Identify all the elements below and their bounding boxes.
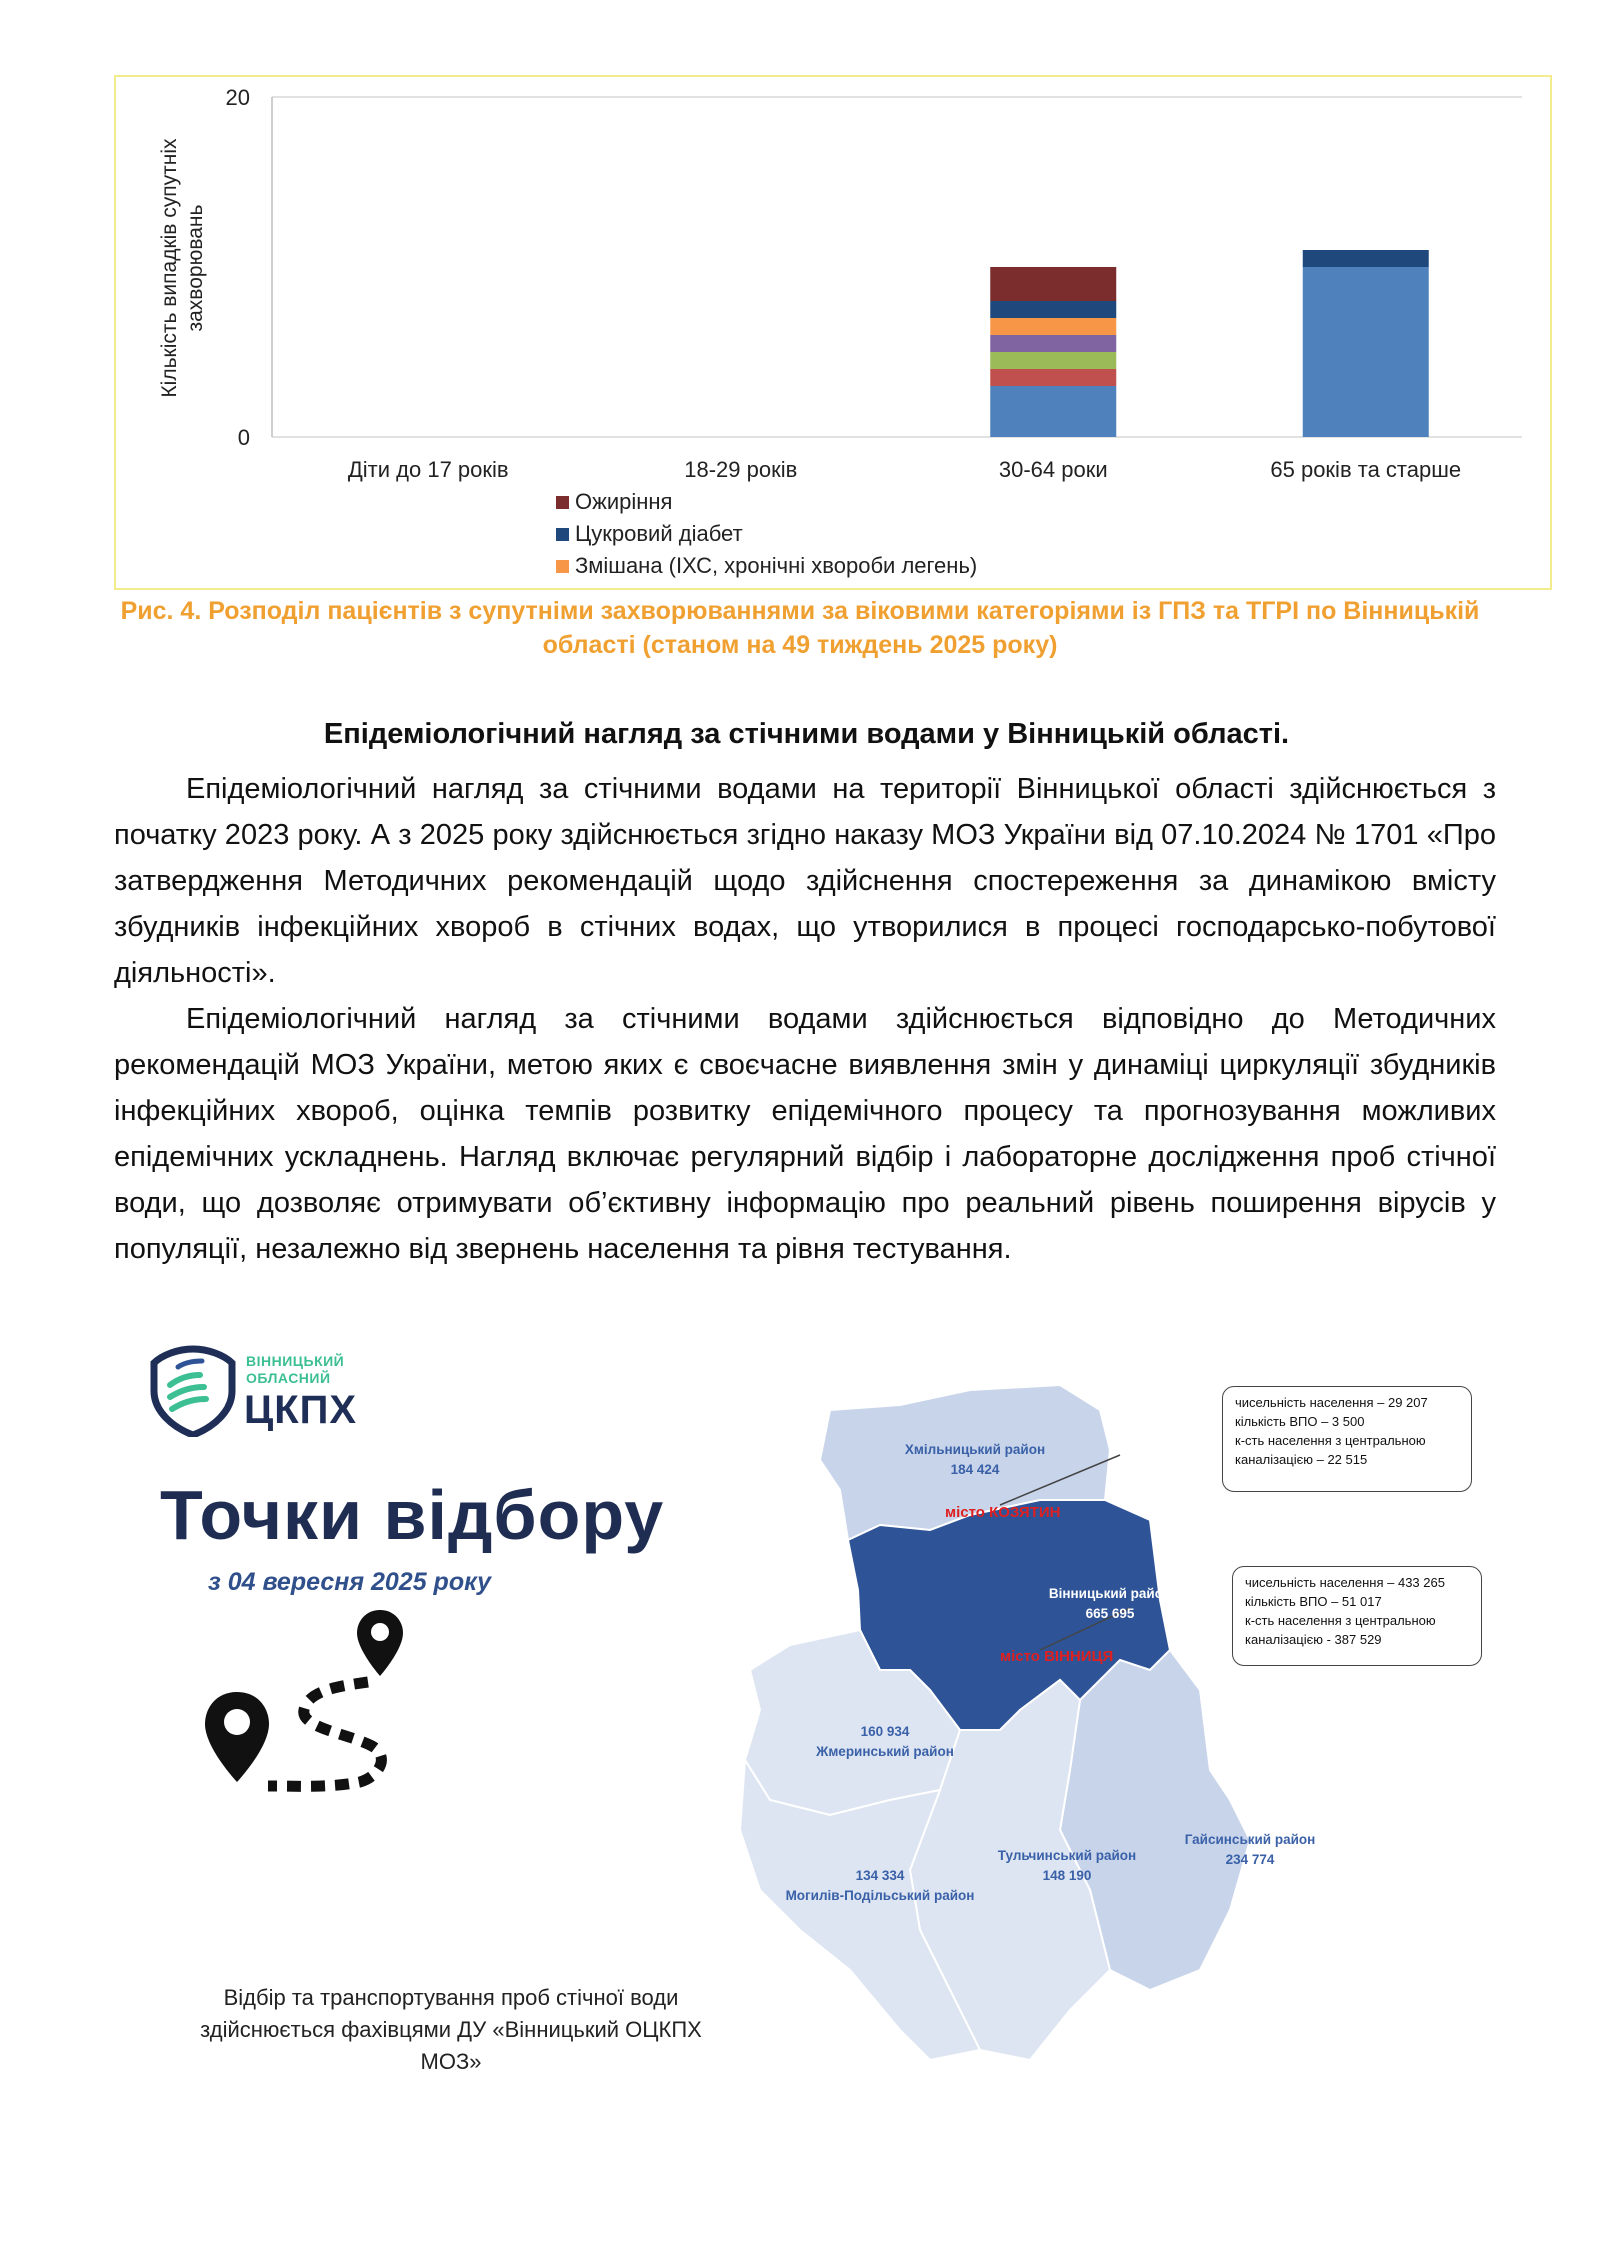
legend-item (556, 518, 977, 550)
figure-caption: Рис. 4. Розподіл пацієнтів з супутніми захворюваннями за віковими категоріями із ГПЗ та ТГРІ по Вінницькій області (станом на 49 тиждень 2025 року) (120, 597, 1480, 659)
x-tick-label: Діти до 17 років (347, 457, 509, 482)
x-tick-label: 18-29 років (684, 457, 798, 482)
city-label-vinnytsia: місто ВІННИЦЯ (1000, 1648, 1114, 1665)
legend-label: Цукровий діабет (575, 521, 743, 546)
paragraph: Епідеміологічний нагляд за стічними водами на території Вінницької області здійснюється з початку 2023 року. А з 2025 року здійснюється згідно наказу МОЗ України від 07.10.2024 № 1701 «Про затвердження Методичних рекомендацій щодо здійснення спостереження за динамікою вмісту збудників інфекційних хвороб в стічних водах, що утворилися в процесі господарсько-побутової діяльності». (114, 773, 1496, 989)
x-tick-label: 65 років та старше (1270, 457, 1462, 482)
shield-icon (148, 1345, 238, 1437)
region-label-tulchyn: Тульчинський район 148 190 (997, 1848, 1137, 1883)
region-label-vinnytsia: Вінницький район 665 695 (1048, 1586, 1172, 1621)
legend-label: Ожиріння (575, 489, 673, 514)
y-tick-label: 0 (237, 425, 250, 450)
city-label-kozyatyn: місто КОЗЯТИН (945, 1504, 1061, 1521)
region-label-zhmerynka: 160 934 Жмеринський район (816, 1724, 954, 1759)
bar-segment (990, 335, 1116, 352)
y-axis-title: Кількість випадків супутніх захворювань (158, 138, 207, 398)
legend-swatch (556, 560, 569, 573)
bar-segment (990, 352, 1116, 369)
legend-swatch (556, 496, 569, 509)
legend-swatch (556, 528, 569, 541)
section-heading: Епідеміологічний нагляд за стічними водами у Вінницькій області. (323, 718, 1290, 750)
paragraph: Епідеміологічний нагляд за стічними водами здійснюється відповідно до Методичних рекомендацій МОЗ України, метою яких є своєчасне виявлення змін у динаміці циркуляції збудників інфекційних хвороб, оцінка темпів розвитку епідемічного процесу та прогнозування можливих епідемічних ускладнень. Нагляд включає регулярний відбір і лабораторне дослідження проб стічної води, що дозволяє отримувати об’єктивну інформацію про реальний рівень поширення вірусів у популяції, незалежно від звернень населення та рівня тестування. (114, 1003, 1496, 1265)
region-label-khmilnyk: Хмільницький район 184 424 (904, 1442, 1046, 1477)
bar-segment (990, 369, 1116, 386)
bar-segment (990, 386, 1116, 437)
chart-legend (556, 486, 977, 582)
ckph-logo (148, 1345, 378, 1435)
callout-kozyatyn: чисельність населення – 29 207 кількість ВПО – 3 500 к-сть населення з центральною каналізацією – 22 515 (1222, 1386, 1472, 1492)
logo-title: ЦКПХ (244, 1388, 358, 1432)
infographic-footer: Відбір та транспортування проб стічної води здійснюється фахівцями ДУ «Вінницький ОЦКПХ МОЗ» (200, 1985, 702, 2074)
y-tick-label: 20 (225, 85, 250, 110)
infographic-subtitle: з 04 вересня 2025 року (208, 1568, 491, 1596)
route-icon (200, 1610, 430, 1835)
legend-item (556, 486, 977, 518)
bar-segment (1303, 267, 1429, 437)
infographic-title: Точки відбору (160, 1476, 665, 1554)
x-tick-label: 30-64 роки (998, 457, 1108, 482)
legend-label: Змішана (ІХС, хронічні хвороби легень) (575, 553, 978, 578)
region-label-mohyliv: 134 334 Могилів-Подільський район (785, 1868, 975, 1903)
legend-item (556, 550, 977, 582)
logo-subtitle: ВІННИЦЬКИЙ ОБЛАСНИЙ (246, 1353, 345, 1386)
bar-segment (990, 318, 1116, 335)
region-label-haisyn: Гайсинський район 234 774 (1184, 1832, 1316, 1867)
bar-segment (990, 267, 1116, 301)
bar-segment (1303, 250, 1429, 267)
bar-segment (990, 301, 1116, 318)
callout-vinnytsia: чисельність населення – 433 265 кількість ВПО – 51 017 к-сть населення з центральною каналізацією - 387 529 (1232, 1566, 1482, 1666)
